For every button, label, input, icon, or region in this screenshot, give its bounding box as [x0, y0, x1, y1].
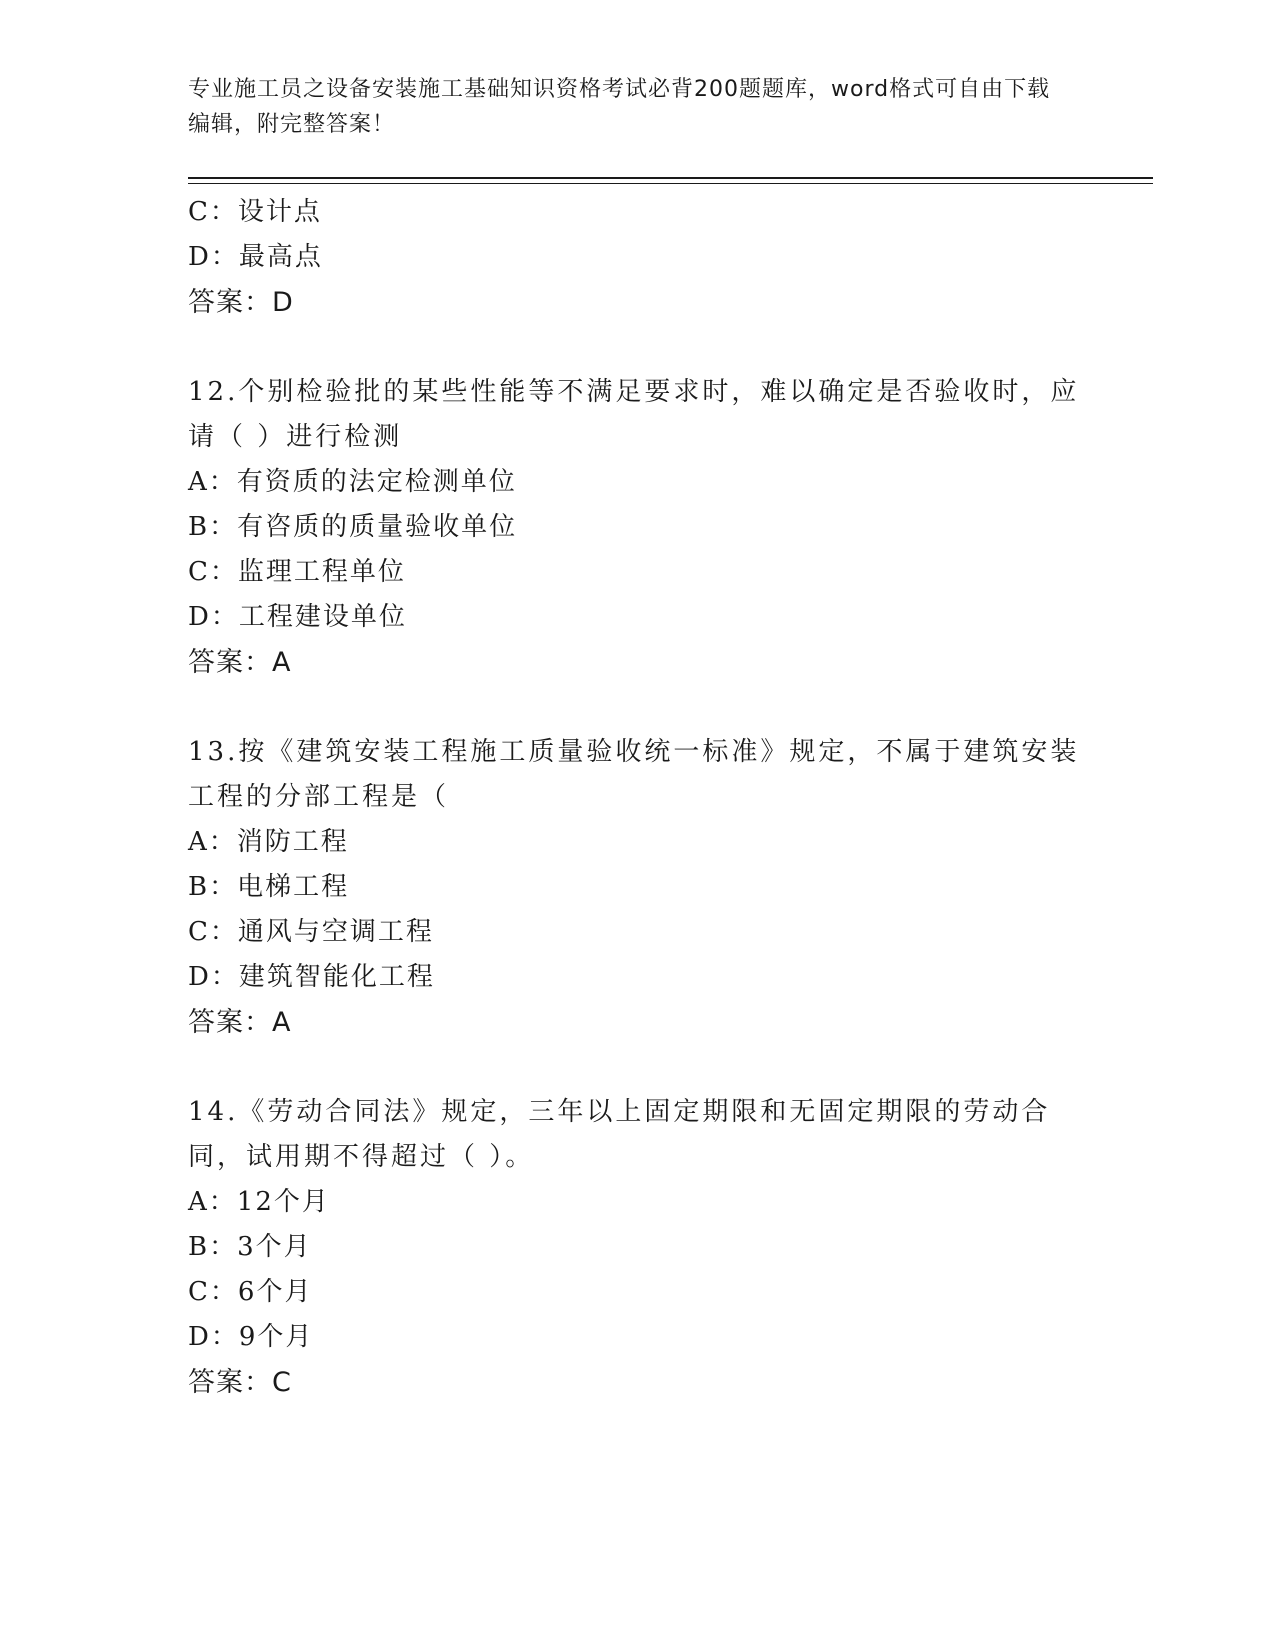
question-list: [188, 190, 1088, 1405]
option-label: C：: [188, 197, 238, 227]
answer-line: 答案：A: [188, 647, 292, 678]
spacer: [188, 685, 1088, 730]
option-line: [188, 505, 1088, 550]
option-label: D：: [188, 602, 239, 632]
option-label: A：: [188, 1187, 237, 1217]
option-label: D：: [188, 1322, 239, 1352]
option-text: 建筑智能化工程: [238, 962, 435, 992]
option-label: B：: [188, 1232, 238, 1262]
header-divider-thick: [188, 177, 1153, 179]
option-text: 6个月: [237, 1277, 313, 1307]
option-line: [188, 1225, 1088, 1270]
option-label: D：: [188, 962, 239, 992]
question-block-12: [188, 370, 1088, 685]
option-text: 9个月: [238, 1322, 314, 1352]
option-text: 有咨质的质量验收单位: [237, 512, 518, 542]
option-line: [188, 595, 1088, 640]
option-text: 通风与空调工程: [237, 917, 434, 947]
option-text: 3个月: [237, 1232, 312, 1262]
option-text: 设计点: [237, 197, 322, 227]
option-line: [188, 1270, 1088, 1315]
option-line: [188, 550, 1088, 595]
option-line: [188, 865, 1088, 910]
header-divider-thin: [188, 183, 1153, 184]
option-line: [188, 190, 1088, 235]
option-text: 电梯工程: [237, 872, 350, 902]
question-stem: 13.按《建筑安装工程施工质量验收统一标准》规定，不属于建筑安装工程的分部工程是（: [188, 737, 1080, 812]
option-label: A：: [188, 827, 237, 857]
option-line: [188, 1180, 1088, 1225]
question-stem: 12.个别检验批的某些性能等不满足要求时，难以确定是否验收时，应请（ ）进行检测: [188, 377, 1080, 452]
question-block-13: [188, 730, 1088, 1045]
prev-question-tail: [188, 190, 1088, 325]
option-line: [188, 910, 1088, 955]
option-line: [188, 955, 1088, 1000]
option-line: [188, 235, 1088, 280]
option-label: A：: [188, 467, 237, 497]
option-label: C：: [188, 1277, 238, 1307]
option-label: B：: [188, 872, 238, 902]
spacer: [188, 1045, 1088, 1090]
option-line: [188, 1315, 1088, 1360]
option-text: 监理工程单位: [237, 557, 406, 587]
spacer: [188, 325, 1088, 370]
option-line: [188, 820, 1088, 865]
header-text: 专业施工员之设备安装施工基础知识资格考试必背200题题库，word格式可自由下载编辑，附完整答案！: [188, 77, 1051, 137]
option-label: D：: [188, 242, 239, 272]
option-label: B：: [188, 512, 238, 542]
option-text: 最高点: [238, 242, 323, 272]
answer-line: 答案：D: [188, 287, 294, 318]
answer-line: 答案：A: [188, 1007, 292, 1038]
question-stem: 14.《劳动合同法》规定，三年以上固定期限和无固定期限的劳动合同，试用期不得超过（ ）。: [188, 1097, 1051, 1172]
option-label: C：: [188, 917, 238, 947]
option-text: 12个月: [236, 1187, 330, 1217]
option-text: 工程建设单位: [238, 602, 407, 632]
option-line: [188, 460, 1088, 505]
option-text: 消防工程: [236, 827, 349, 857]
document-header: [188, 72, 1068, 142]
question-block-14: [188, 1090, 1088, 1405]
option-text: 有资质的法定检测单位: [236, 467, 517, 497]
answer-line: 答案：C: [188, 1367, 292, 1398]
option-label: C：: [188, 557, 238, 587]
